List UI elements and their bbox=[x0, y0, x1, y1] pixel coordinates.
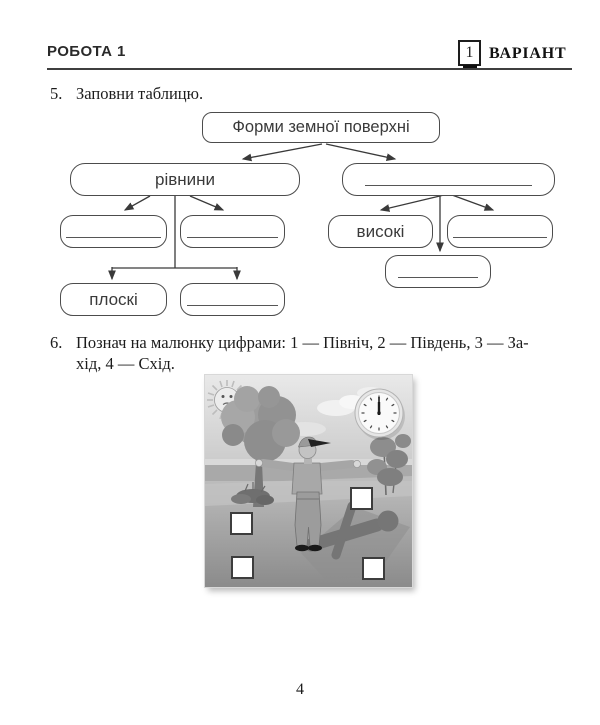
variant-number-box bbox=[458, 40, 481, 66]
diagram-right-parent-box bbox=[342, 163, 555, 196]
compass-illustration bbox=[205, 375, 412, 587]
answer-square-2[interactable] bbox=[230, 512, 253, 535]
diagram-high-box bbox=[328, 215, 433, 248]
diagram-left-child2-box bbox=[180, 215, 285, 248]
diagram-root-label: Форми земної поверхні bbox=[232, 118, 410, 136]
variant-number: 1 bbox=[465, 44, 474, 61]
fill-in-line[interactable] bbox=[66, 237, 161, 238]
work-title: РОБОТА 1 bbox=[47, 43, 126, 60]
diagram-left-child3-box bbox=[180, 283, 285, 316]
answer-square-3[interactable] bbox=[231, 556, 254, 579]
diagram-right-child2-box bbox=[447, 215, 553, 248]
task5-instruction: Заповни таблицю. bbox=[76, 84, 204, 103]
answer-square-4[interactable] bbox=[362, 557, 385, 580]
diagram-plains-label: рівнини bbox=[154, 169, 216, 189]
diagram-flat-label: плоскі bbox=[89, 289, 138, 309]
diagram-plains-box bbox=[70, 163, 300, 196]
diagram-high-label: високі bbox=[356, 221, 405, 241]
task6-instruction-line2: хід, 4 — Схід. bbox=[76, 354, 175, 373]
task5-number: 5. bbox=[50, 84, 63, 103]
page-number: 4 bbox=[296, 681, 304, 698]
variant-label: ВАРІАНТ bbox=[489, 45, 567, 62]
header-rule bbox=[47, 68, 572, 70]
answer-square-1[interactable] bbox=[350, 487, 373, 510]
task6-instruction-line1: Познач на малюнку цифрами: 1 — Північ, 2 — Південь, 3 — За- bbox=[76, 333, 529, 352]
task6-number: 6. bbox=[50, 333, 63, 352]
diagram-flat-box bbox=[60, 283, 167, 316]
boy-left-hand bbox=[255, 459, 262, 466]
fill-in-line[interactable] bbox=[398, 277, 477, 278]
diagram-root-box bbox=[202, 112, 440, 143]
fill-in-line[interactable] bbox=[365, 185, 532, 186]
diagram-right-child3-box bbox=[385, 255, 491, 288]
fill-in-line[interactable] bbox=[453, 237, 547, 238]
fill-in-line[interactable] bbox=[187, 305, 278, 306]
boy-right-hand bbox=[353, 460, 360, 467]
diagram-left-child1-box bbox=[60, 215, 167, 248]
fill-in-line[interactable] bbox=[187, 237, 278, 238]
